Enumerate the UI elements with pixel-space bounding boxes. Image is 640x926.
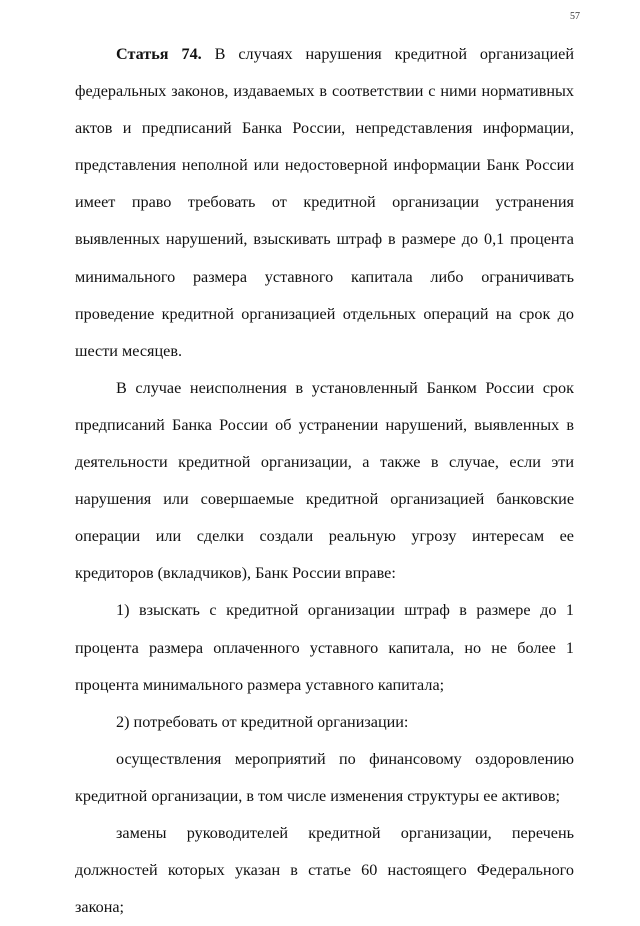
- article-text: В случаях нарушения кредитной организацией федеральных законов, издаваемых в соответствии с ними нормативных актов и предписаний Банка России, непредставления информации, представления неполной или недостоверной информации Банк России имеет право требовать от кредитной организации устранения выявленных нарушений, взыскивать штраф в размере до 0,1 процента минимального размера уставного капитала либо ограничивать проведение кредитной организацией отдельных операций на срок до шести месяцев.: [75, 45, 574, 360]
- paragraph-item-2-demand: 2) потребовать от кредитной организации:: [116, 712, 409, 731]
- article-paragraph: [75, 36, 574, 370]
- paragraph-item-1-fine: 1) взыскать с кредитной организации штраф в размере до 1 процента размера оплаченного уставного капитала, но не более 1 процента минимального размера уставного капитала;: [75, 601, 574, 694]
- paragraph-noncompliance: В случае неисполнения в установленный Банком России срок предписаний Банка России об устранении нарушений, выявленных в деятельности кредитной организации, а также в случае, если эти нарушения или совершаемые кредитной организацией банковские операции или сделки создали реальную угрозу интересам ее кредиторов (вкладчиков), Банк России вправе:: [75, 378, 574, 583]
- document-body: [75, 36, 574, 926]
- article-heading: Статья 74.: [116, 45, 202, 63]
- page-number: 57: [570, 11, 580, 22]
- paragraph-replace-managers: замены руководителей кредитной организации, перечень должностей которых указан в статье 60 настоящего Федерального закона;: [75, 823, 574, 917]
- paragraph-recovery-measures: осуществления мероприятий по финансовому оздоровлению кредитной организации, в том числе изменения структуры ее активов;: [75, 749, 574, 805]
